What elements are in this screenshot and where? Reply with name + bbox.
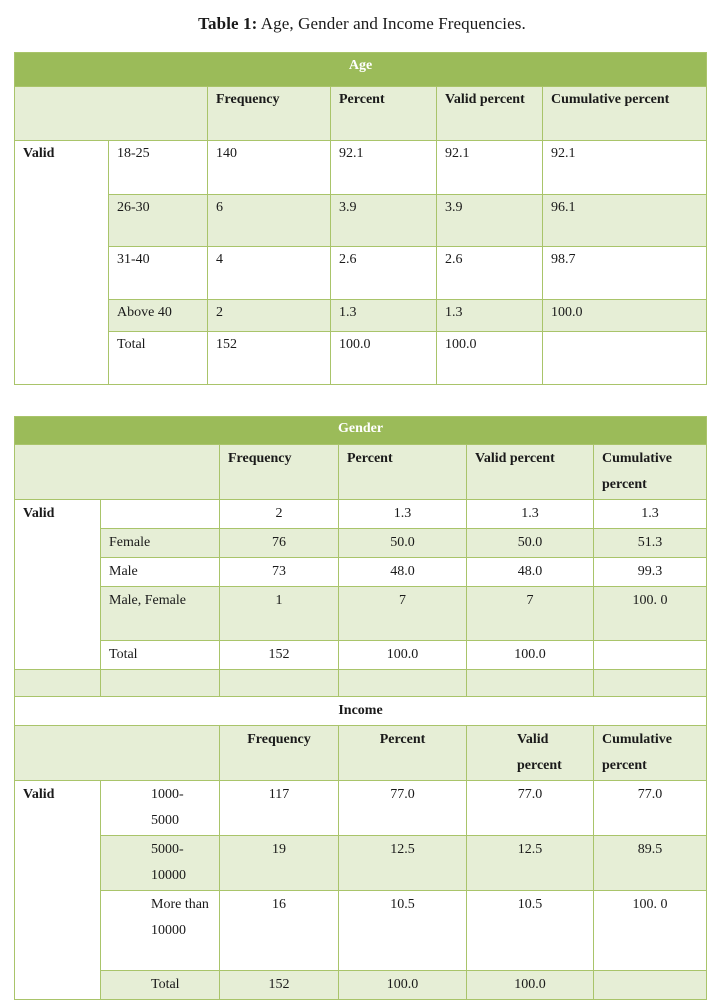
gender-header-cumulative: Cumulative percent bbox=[594, 445, 707, 500]
row-label: Female bbox=[101, 529, 220, 558]
table-row-total bbox=[15, 971, 707, 1000]
cell-percent: 3.9 bbox=[331, 195, 437, 247]
cell-valid-percent: 50.0 bbox=[467, 529, 594, 558]
cell-cumulative: 100. 0 bbox=[594, 587, 707, 641]
cell-percent: 77.0 bbox=[339, 781, 467, 836]
income-group-label: Valid bbox=[15, 781, 101, 1000]
cell-percent: 1.3 bbox=[339, 500, 467, 529]
cell-frequency: 1 bbox=[220, 587, 339, 641]
table-row bbox=[15, 781, 707, 836]
cell-percent: 48.0 bbox=[339, 558, 467, 587]
spacer-cell bbox=[15, 670, 101, 697]
row-label: Male, Female bbox=[101, 587, 220, 641]
cell-frequency: 140 bbox=[208, 141, 331, 195]
spacer-cell bbox=[594, 670, 707, 697]
table-row bbox=[15, 558, 707, 587]
cell-percent: 10.5 bbox=[339, 891, 467, 971]
cell-percent: 92.1 bbox=[331, 141, 437, 195]
cell-frequency: 117 bbox=[220, 781, 339, 836]
cell-frequency: 19 bbox=[220, 836, 339, 891]
age-table bbox=[14, 52, 707, 385]
cell-valid-percent: 48.0 bbox=[467, 558, 594, 587]
age-header-row bbox=[15, 87, 707, 141]
table-row bbox=[15, 500, 707, 529]
row-label: Total bbox=[101, 971, 220, 1000]
cell-cumulative: 96.1 bbox=[543, 195, 707, 247]
cell-valid-percent: 92.1 bbox=[437, 141, 543, 195]
cell-frequency: 152 bbox=[208, 332, 331, 385]
cell-cumulative: 100.0 bbox=[543, 300, 707, 332]
gender-header-percent: Percent bbox=[339, 445, 467, 500]
cell-valid-percent: 3.9 bbox=[437, 195, 543, 247]
gender-title: Gender bbox=[15, 417, 707, 445]
table-row bbox=[15, 891, 707, 971]
row-label: 18-25 bbox=[109, 141, 208, 195]
age-header-percent: Percent bbox=[331, 87, 437, 141]
row-label: 31-40 bbox=[109, 247, 208, 300]
caption-text: Age, Gender and Income Frequencies. bbox=[257, 14, 526, 33]
age-title-row bbox=[15, 53, 707, 87]
cell-valid-percent: 77.0 bbox=[467, 781, 594, 836]
cell-percent: 100.0 bbox=[339, 641, 467, 670]
gender-income-table bbox=[14, 416, 707, 1000]
age-header-blank bbox=[15, 87, 208, 141]
gender-header-blank bbox=[15, 445, 220, 500]
cell-cumulative: 100. 0 bbox=[594, 891, 707, 971]
row-label: Above 40 bbox=[109, 300, 208, 332]
table-row bbox=[15, 836, 707, 891]
row-label: 1000- 5000 bbox=[101, 781, 220, 836]
cell-valid-percent: 2.6 bbox=[437, 247, 543, 300]
cell-percent: 1.3 bbox=[331, 300, 437, 332]
spacer-cell bbox=[467, 670, 594, 697]
table-row bbox=[15, 247, 707, 300]
cell-percent: 50.0 bbox=[339, 529, 467, 558]
income-header-blank bbox=[15, 726, 220, 781]
cell-frequency: 73 bbox=[220, 558, 339, 587]
cell-cumulative: 99.3 bbox=[594, 558, 707, 587]
table-row bbox=[15, 141, 707, 195]
gender-group-label: Valid bbox=[15, 500, 101, 670]
table-row-total bbox=[15, 641, 707, 670]
spacer-cell bbox=[101, 670, 220, 697]
age-group-label: Valid bbox=[15, 141, 109, 385]
table-row bbox=[15, 587, 707, 641]
cell-valid-percent: 12.5 bbox=[467, 836, 594, 891]
age-title: Age bbox=[15, 53, 707, 87]
row-label: Male bbox=[101, 558, 220, 587]
cell-frequency: 4 bbox=[208, 247, 331, 300]
gender-title-row bbox=[15, 417, 707, 445]
age-header-frequency: Frequency bbox=[208, 87, 331, 141]
cell-frequency: 76 bbox=[220, 529, 339, 558]
income-header-row bbox=[15, 726, 707, 781]
cell-percent: 2.6 bbox=[331, 247, 437, 300]
cell-cumulative bbox=[543, 332, 707, 385]
cell-percent: 100.0 bbox=[331, 332, 437, 385]
income-header-cumulative: Cumulative percent bbox=[594, 726, 707, 781]
cell-cumulative: 1.3 bbox=[594, 500, 707, 529]
row-label: More than 10000 bbox=[101, 891, 220, 971]
table-row bbox=[15, 195, 707, 247]
income-title-row bbox=[15, 697, 707, 726]
cell-cumulative: 92.1 bbox=[543, 141, 707, 195]
table-row-total bbox=[15, 332, 707, 385]
income-header-percent: Percent bbox=[339, 726, 467, 781]
gender-header-valid-percent: Valid percent bbox=[467, 445, 594, 500]
cell-percent: 100.0 bbox=[339, 971, 467, 1000]
caption-label: Table 1: bbox=[198, 14, 258, 33]
cell-frequency: 2 bbox=[220, 500, 339, 529]
cell-frequency: 16 bbox=[220, 891, 339, 971]
income-header-frequency: Frequency bbox=[220, 726, 339, 781]
cell-valid-percent: 100.0 bbox=[467, 641, 594, 670]
cell-valid-percent: 100.0 bbox=[467, 971, 594, 1000]
cell-frequency: 152 bbox=[220, 971, 339, 1000]
spacer-cell bbox=[220, 670, 339, 697]
row-label: 5000- 10000 bbox=[101, 836, 220, 891]
cell-cumulative: 77.0 bbox=[594, 781, 707, 836]
cell-frequency: 2 bbox=[208, 300, 331, 332]
cell-cumulative bbox=[594, 641, 707, 670]
gender-header-frequency: Frequency bbox=[220, 445, 339, 500]
table-caption bbox=[0, 14, 724, 34]
cell-cumulative: 51.3 bbox=[594, 529, 707, 558]
cell-valid-percent: 100.0 bbox=[437, 332, 543, 385]
cell-percent: 7 bbox=[339, 587, 467, 641]
cell-valid-percent: 10.5 bbox=[467, 891, 594, 971]
income-title: Income bbox=[15, 697, 707, 726]
cell-cumulative: 89.5 bbox=[594, 836, 707, 891]
table-row bbox=[15, 529, 707, 558]
age-header-cumulative: Cumulative percent bbox=[543, 87, 707, 141]
cell-valid-percent: 1.3 bbox=[467, 500, 594, 529]
income-header-valid-percent: Valid percent bbox=[467, 726, 594, 781]
spacer-row bbox=[15, 670, 707, 697]
cell-cumulative: 98.7 bbox=[543, 247, 707, 300]
cell-cumulative bbox=[594, 971, 707, 1000]
row-label: 26-30 bbox=[109, 195, 208, 247]
cell-frequency: 6 bbox=[208, 195, 331, 247]
cell-valid-percent: 1.3 bbox=[437, 300, 543, 332]
gender-header-row bbox=[15, 445, 707, 500]
row-label: Total bbox=[109, 332, 208, 385]
cell-frequency: 152 bbox=[220, 641, 339, 670]
spacer-cell bbox=[339, 670, 467, 697]
table-row bbox=[15, 300, 707, 332]
row-label bbox=[101, 500, 220, 529]
age-header-valid-percent: Valid percent bbox=[437, 87, 543, 141]
row-label: Total bbox=[101, 641, 220, 670]
cell-percent: 12.5 bbox=[339, 836, 467, 891]
cell-valid-percent: 7 bbox=[467, 587, 594, 641]
